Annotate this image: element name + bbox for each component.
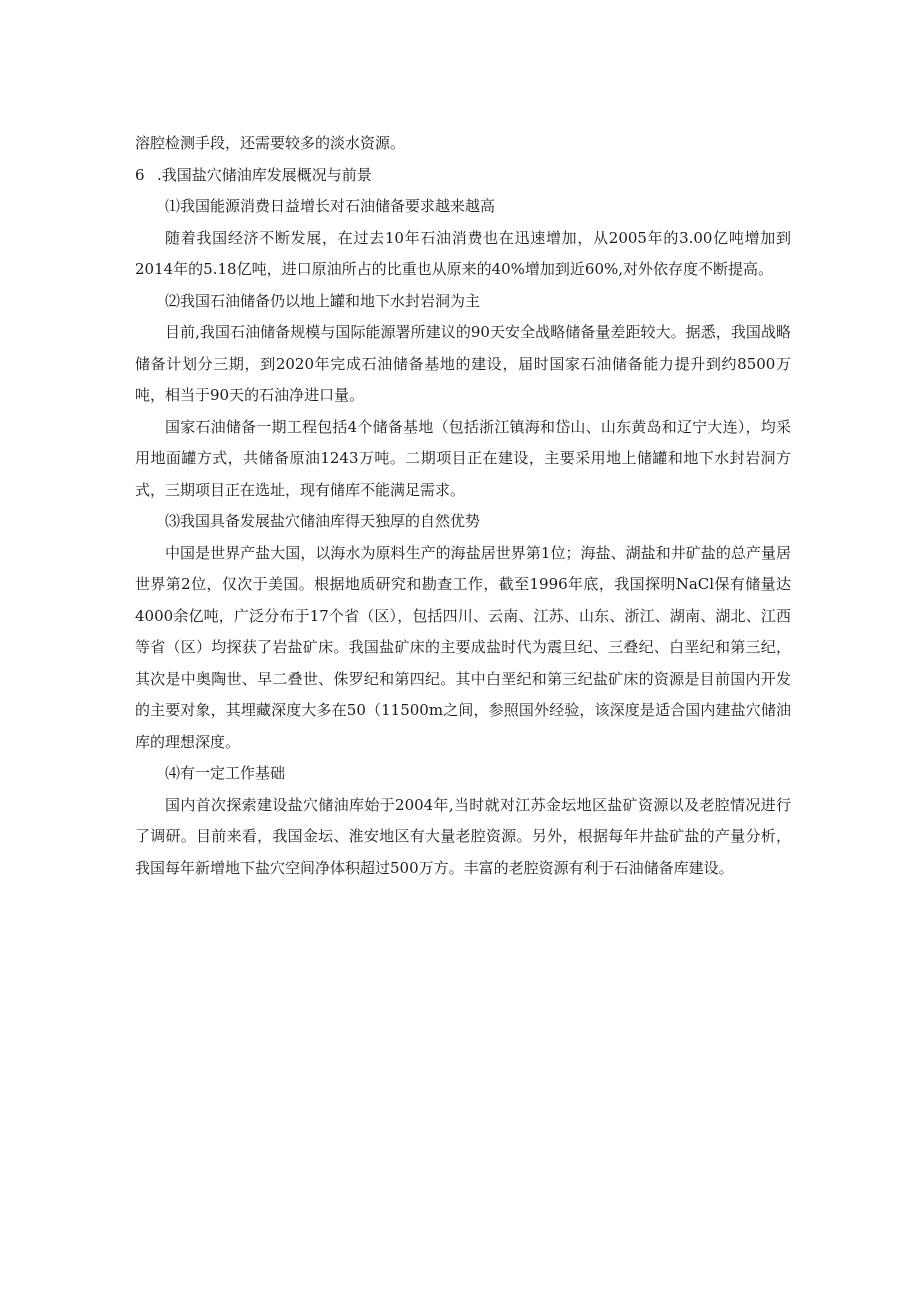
section-title: .我国盐穴储油库发展概况与前景 (157, 165, 372, 184)
subsection-heading-4: ⑷有一定工作基础 (165, 764, 286, 782)
paragraph: 国内首次探索建设盐穴储油库始于2004年,当时就对江苏金坛地区盐矿资源以及老腔情况进行了调研。目前来看，我国金坛、淮安地区有大量老腔资源。另外，根据每年井盐矿盐的产量分析，我国每年新增地下盐穴空间净体积超过500万方。丰富的老腔资源有利于石油储备库建设。 (135, 795, 791, 877)
section-number: 6 (135, 165, 145, 184)
subsection-heading-2: ⑵我国石油储备仍以地上罐和地下水封岩洞为主 (165, 291, 481, 310)
paragraph: 国家石油储备一期工程包括4个储备基地（包括浙江镇海和岱山、山东黄岛和辽宁大连），均采用地面罐方式，共储备原油1243万吨。二期项目正在建设，主要采用地上储罐和地下水封岩洞方式，三期项目正在选址，现有储库不能满足需求。 (135, 417, 791, 499)
document-body (135, 128, 791, 884)
paragraph: 目前,我国石油储备规模与国际能源署所建议的90天安全战略储备量差距较大。据悉，我国战略储备计划分三期，到2020年完成石油储备基地的建设，届时国家石油储备能力提升到约8500万吨，相当于90天的石油净进口量。 (135, 323, 791, 404)
section-heading (135, 160, 791, 192)
subsection-heading-3: ⑶我国具备发展盐穴储油库得天独厚的自然优势 (165, 512, 481, 530)
paragraph: 随着我国经济不断发展，在过去10年石油消费也在迅速增加，从2005年的3.00亿吨增加到2014年的5.18亿吨，进口原油所占的比重也从原来的40%增加到近60%,对外依存度不断提高。 (135, 228, 791, 278)
continuation-paragraph: 溶腔检测手段，还需要较多的淡水资源。 (135, 134, 406, 152)
subsection-heading-1: ⑴我国能源消费日益增长对石油储备要求越来越高 (165, 197, 496, 215)
paragraph: 中国是世界产盐大国，以海水为原料生产的海盐居世界第1位；海盐、湖盐和井矿盐的总产量居世界第2位，仅次于美国。根据地质研究和勘查工作，截至1996年底，我国探明NaCl保有储量达4000余亿吨，广泛分布于17个省（区），包括四川、云南、江苏、山东、浙江、湖南、湖北、江西等省（区）均探获了岩盐矿床。我国盐矿床的主要成盐时代为震旦纪、三叠纪、白垩纪和第三纪，其次是中奥陶世、早二叠世、侏罗纪和第四纪。其中白垩纪和第三纪盐矿床的资源是目前国内开发的主要对象，其埋藏深度大多在50（11500m之间，参照国外经验，该深度是适合国内建盐穴储油库的理想深度。 (135, 543, 791, 751)
